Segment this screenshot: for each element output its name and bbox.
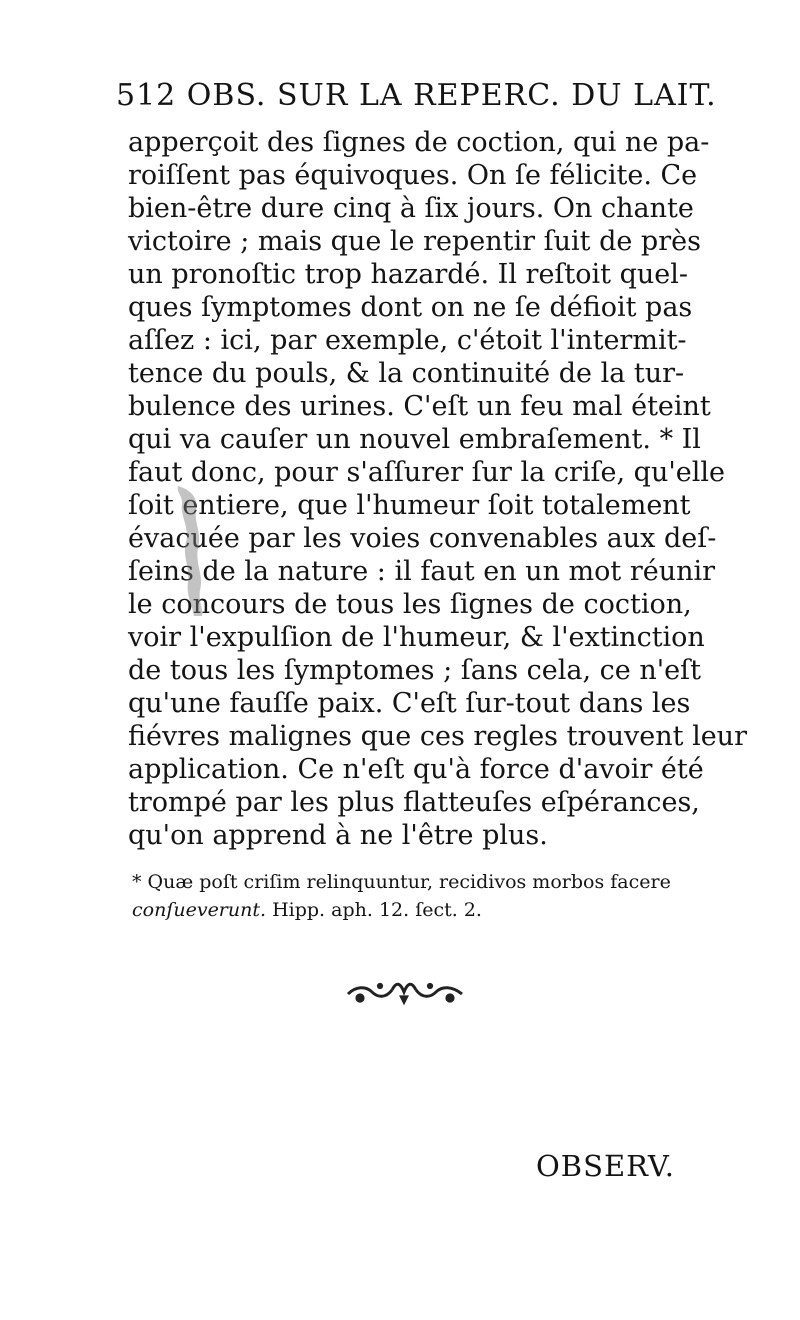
text-line: roiſſent pas équivoques. On ſe félicite. Ce (128, 160, 698, 191)
footnote-line: * Quæ poſt criſim relinquuntur, recidivos morbos facere (132, 871, 671, 893)
text-line: de tous les ſymptomes ; ſans cela, ce n'eſt (128, 655, 701, 686)
text-line: voir l'expulſion de l'humeur, & l'extinction (128, 622, 705, 653)
text-line: ques ſymptomes dont on ne ſe défioit pas (128, 292, 693, 323)
text-line: un pronoſtic trop hazardé. Il reſtoit quel- (128, 259, 688, 290)
text-line: fiévres malignes que ces regles trouvent leur (128, 721, 747, 752)
fleuron-ornament-icon (340, 972, 470, 1012)
text-line: qui va cauſer un nouvel embraſement. * Il (128, 424, 701, 455)
running-head: 512 OBS. SUR LA REPERC. DU LAIT. (116, 78, 717, 113)
text-line: bulence des urines. C'eſt un feu mal éteint (128, 391, 711, 422)
text-line: faut donc, pour s'aſſurer ſur la criſe, qu'elle (128, 457, 725, 488)
catchword: OBSERV. (536, 1149, 676, 1183)
text-line: trompé par les plus flatteuſes eſpérances, (128, 787, 700, 818)
text-line: aſſez : ici, par exemple, c'étoit l'intermit- (128, 325, 687, 356)
footnote (132, 868, 680, 924)
footnote-line (132, 896, 680, 924)
text-line: tence du pouls, & la continuité de la tur- (128, 358, 685, 389)
text-line: le concours de tous les ſignes de coction, (128, 589, 692, 620)
text-line: qu'on apprend à ne l'être plus. (128, 820, 548, 851)
text-line: bien-être dure cinq à ſix jours. On chante (128, 193, 694, 224)
text-line: application. Ce n'eſt qu'à force d'avoir été (128, 754, 704, 785)
text-line: qu'une fauſſe paix. C'eſt ſur-tout dans les (128, 688, 691, 719)
text-line: apperçoit des ſignes de coction, qui ne pa- (128, 127, 710, 158)
ink-stain (168, 486, 230, 616)
text-line: évacuée par les voies convenables aux deſ- (128, 523, 717, 554)
text-line: ſoit entiere, que l'humeur ſoit totalement (128, 490, 691, 521)
footnote-italic-text: conſueverunt. (132, 899, 267, 921)
text-line: victoire ; mais que le repentir ſuit de près (128, 226, 701, 257)
footnote-citation: Hipp. aph. 12. ſect. 2. (266, 899, 482, 921)
text-line: ſeins de la nature : il faut en un mot réunir (128, 556, 716, 587)
